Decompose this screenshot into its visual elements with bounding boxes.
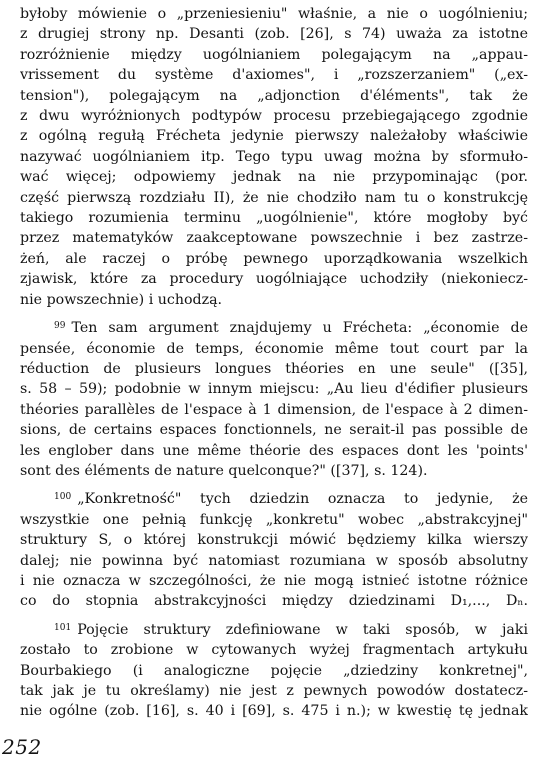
text-line-content: „Konkretność" tych dziedzin oznacza to jedynie, że	[77, 491, 528, 508]
text-line: z drugiej strony np. Desanti (zob. [26], s 74) uważa za istotne	[20, 26, 528, 43]
text-line: réduction de plusieurs longues théories en une seule" ([35],	[20, 360, 528, 377]
text-line: żeń, ale raczej o próbę pewnego uporządkowania wszelkich	[20, 250, 528, 267]
footnote-number: 100	[54, 492, 72, 503]
text-line: byłoby mówienie o „przeniesieniu" właśnie, a nie o uogólnieniu;	[20, 6, 528, 22]
text-line	[20, 487, 528, 509]
text-line	[20, 618, 528, 640]
text-line	[20, 316, 528, 338]
text-line: nazywać uogólnianiem itp. Tego typu uwag można by sformuło-	[20, 148, 528, 165]
text-line: część pierwszą rozdziału II), że nie chodziło nam tu o konstrukcję	[20, 189, 528, 206]
text-line: z dwu wyróżnionych podtypów procesu przebiegającego zgodnie	[20, 108, 528, 125]
text-line: nie ogólne (zob. [16], s. 40 i [69], s. 475 i n.); w kwestię tę jednak	[20, 703, 528, 720]
footnote-99	[20, 316, 528, 481]
text-line: przez matematyków zaakceptowane powszechnie i bez zastrze-	[20, 230, 528, 247]
text-line: i nie oznacza w szczególności, że nie mogą istnieć istotne różnice	[20, 572, 528, 589]
text-line: struktury S, o której konstrukcji mówić będziemy kilka wierszy	[20, 532, 528, 549]
text-line: wszystkie one pełnią funkcję „konkretu" wobec „abstrakcyjnej"	[20, 511, 528, 528]
text-line: théories parallèles de l'espace à 1 dimension, de l'espace à 2 dimen-	[20, 401, 528, 418]
text-line: dalej; nie powinna być natomiast rozumiana w sposób absolutny	[20, 552, 528, 569]
text-line-content: Ten sam argument znajdujemy u Frécheta: „économie de	[71, 320, 528, 337]
text-line: pensée, économie de temps, économie même tout court par la	[20, 340, 528, 357]
text-line: tak jak je tu określamy) nie jest z pewnych powodów dostatecz-	[20, 683, 528, 699]
text-line: takiego rozumienia terminu „uogólnienie", które mogłoby być	[20, 210, 528, 227]
text-line: sions, de certains espaces fonctionnels, ne serait-il pas possible de	[20, 422, 528, 439]
text-line: nie powszechnie) i uchodzą.	[20, 291, 223, 308]
text-line: les englober dans une même théorie des espaces dont les 'points'	[20, 442, 528, 459]
text-line: sont des éléments de nature quelconque?" ([37], s. 124).	[20, 462, 428, 479]
text-line: Bourbakiego (i analogiczne pojęcie „dziedziny konkretnej",	[20, 662, 528, 679]
text-line: zjawisk, które za procedury uogólniające uchodziły (niekoniecz-	[20, 271, 528, 288]
footnote-100	[20, 487, 528, 611]
footnote-101	[20, 618, 528, 722]
text-line: rozróżnienie między uogólnianiem polegającym na „appau-	[20, 46, 528, 63]
text-line: zostało to zrobione w cytowanych wyżej fragmentach artykułu	[20, 642, 528, 659]
footnote-number: 99	[54, 321, 66, 332]
body-paragraph	[20, 4, 528, 310]
page-number: 252	[2, 735, 42, 759]
document-page	[20, 4, 528, 722]
text-line: z ogólną regułą Frécheta jedynie pierwszy należałoby właściwie	[20, 128, 528, 145]
text-line: tension"), polegającym na „adjonction d'éléments", tak że	[20, 87, 528, 104]
text-line: vrissement du système d'axiomes", i „rozszerzaniem" („ex-	[20, 67, 528, 84]
text-line: co do stopnia abstrakcyjności między dziedzinami D₁,..., Dₙ.	[20, 593, 528, 610]
text-line: s. 58 – 59); podobnie w innym miejscu: „Au lieu d'édifier plusieurs	[20, 381, 528, 398]
footnote-number: 101	[54, 622, 72, 633]
text-line-content: Pojęcie struktury zdefiniowane w taki sposób, w jaki	[77, 621, 528, 638]
text-line: wać więcej; odpowiemy jednak na nie przypominając (por.	[20, 169, 528, 186]
